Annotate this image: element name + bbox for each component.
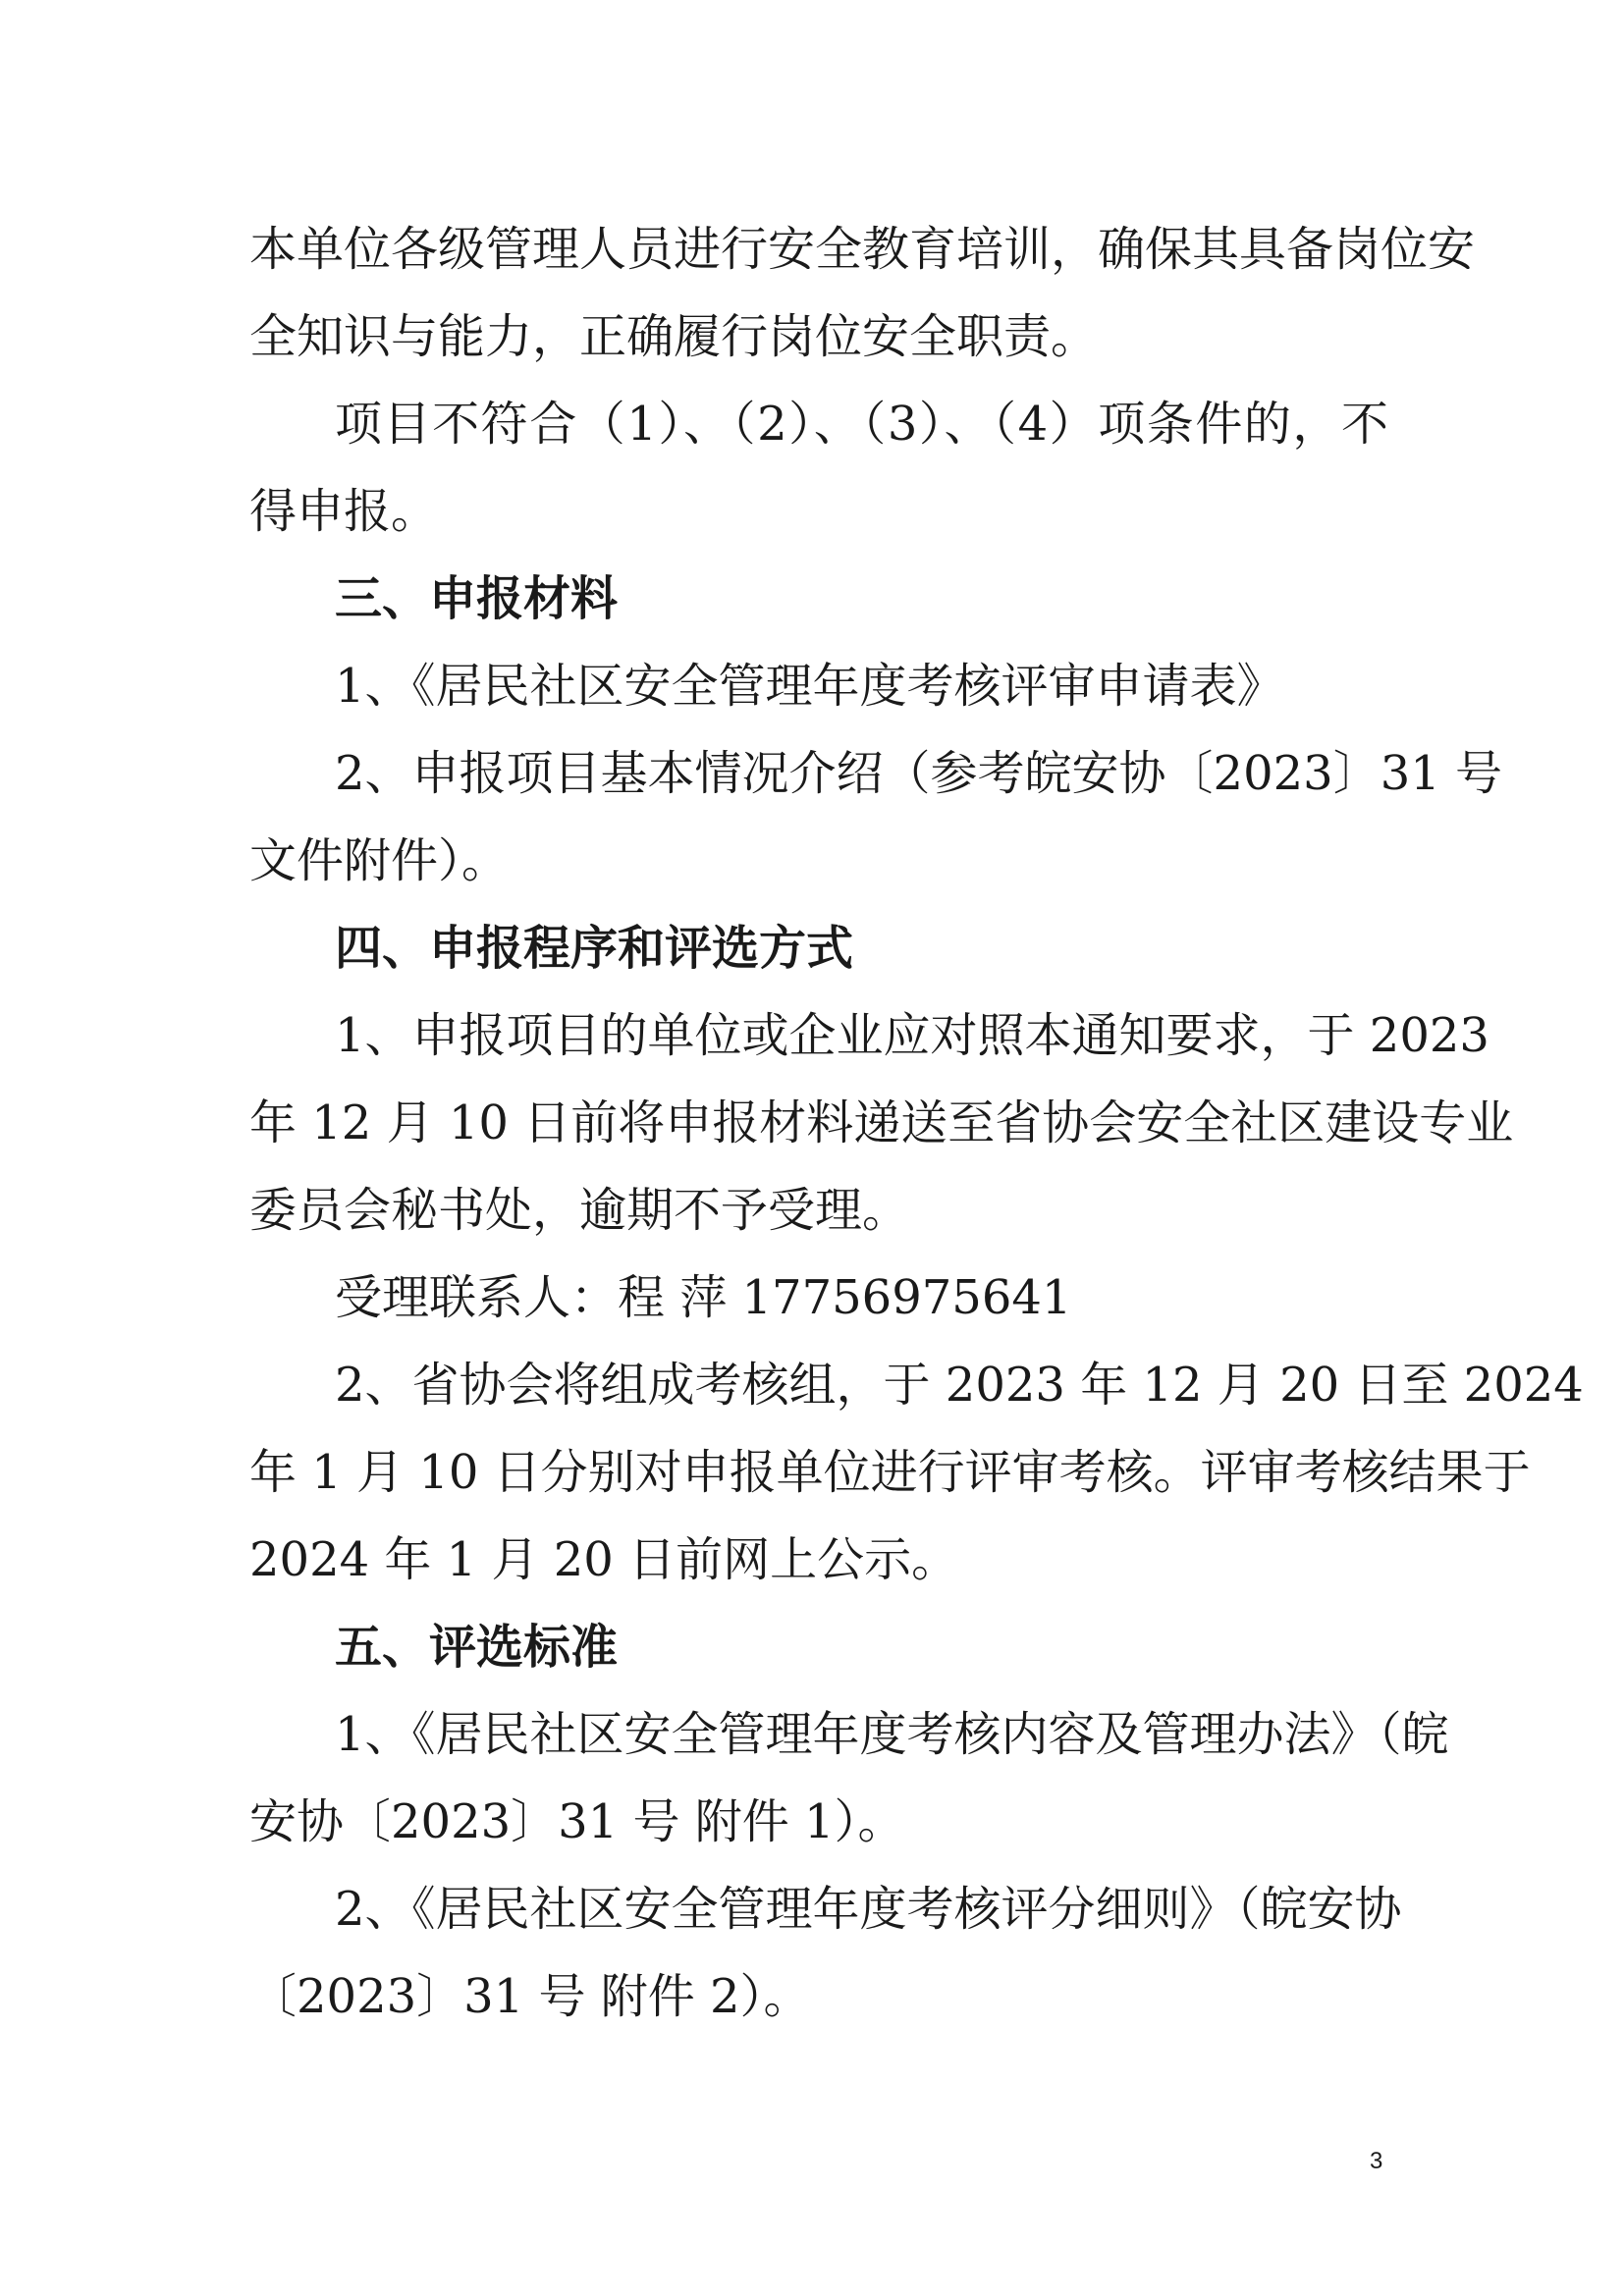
paragraph-line: 委员会秘书处，逾期不予受理。 <box>249 1183 910 1238</box>
list-item: 1、申报项目的单位或企业应对照本通知要求，于 2023 <box>335 1008 1489 1063</box>
paragraph-line: 安协〔2023〕31 号 附件 1）。 <box>249 1794 905 1849</box>
paragraph-line: 得申报。 <box>249 484 439 539</box>
paragraph-line: 文件附件）。 <box>249 833 510 888</box>
paragraph-line: 本单位各级管理人员进行安全教育培训，确保其具备岗位安 <box>249 222 1476 277</box>
list-item: 2、《居民社区安全管理年度考核评分细则》（皖安协 <box>335 1882 1402 1937</box>
list-item: 1、《居民社区安全管理年度考核评审申请表》 <box>335 659 1284 714</box>
page-number: 3 <box>1370 2148 1383 2174</box>
section-heading: 五、评选标准 <box>335 1620 619 1675</box>
list-item: 2、省协会将组成考核组，于 2023 年 12 月 20 日至 2024 <box>335 1358 1584 1413</box>
document-body <box>249 206 1584 2041</box>
paragraph-line: 2024 年 1 月 20 日前网上公示。 <box>249 1532 959 1587</box>
list-item: 1、《居民社区安全管理年度考核内容及管理办法》（皖 <box>335 1707 1449 1762</box>
paragraph-line: 〔2023〕31 号 附件 2）。 <box>249 1969 811 2024</box>
section-heading: 四、申报程序和评选方式 <box>335 921 854 976</box>
paragraph-line: 全知识与能力，正确履行岗位安全职责。 <box>249 309 1099 364</box>
paragraph-line: 年 1 月 10 日分别对申报单位进行评审考核。评审考核结果于 <box>249 1445 1531 1500</box>
paragraph-line: 项目不符合（1）、（2）、（3）、（4）项条件的，不 <box>335 397 1388 452</box>
list-item: 2、申报项目基本情况介绍（参考皖安协〔2023〕31 号 <box>335 746 1503 801</box>
paragraph-line: 年 12 月 10 日前将申报材料递送至省协会安全社区建设专业 <box>249 1095 1514 1150</box>
contact-line: 受理联系人：程 萍 17756975641 <box>335 1270 1072 1325</box>
section-heading: 三、申报材料 <box>335 571 619 626</box>
